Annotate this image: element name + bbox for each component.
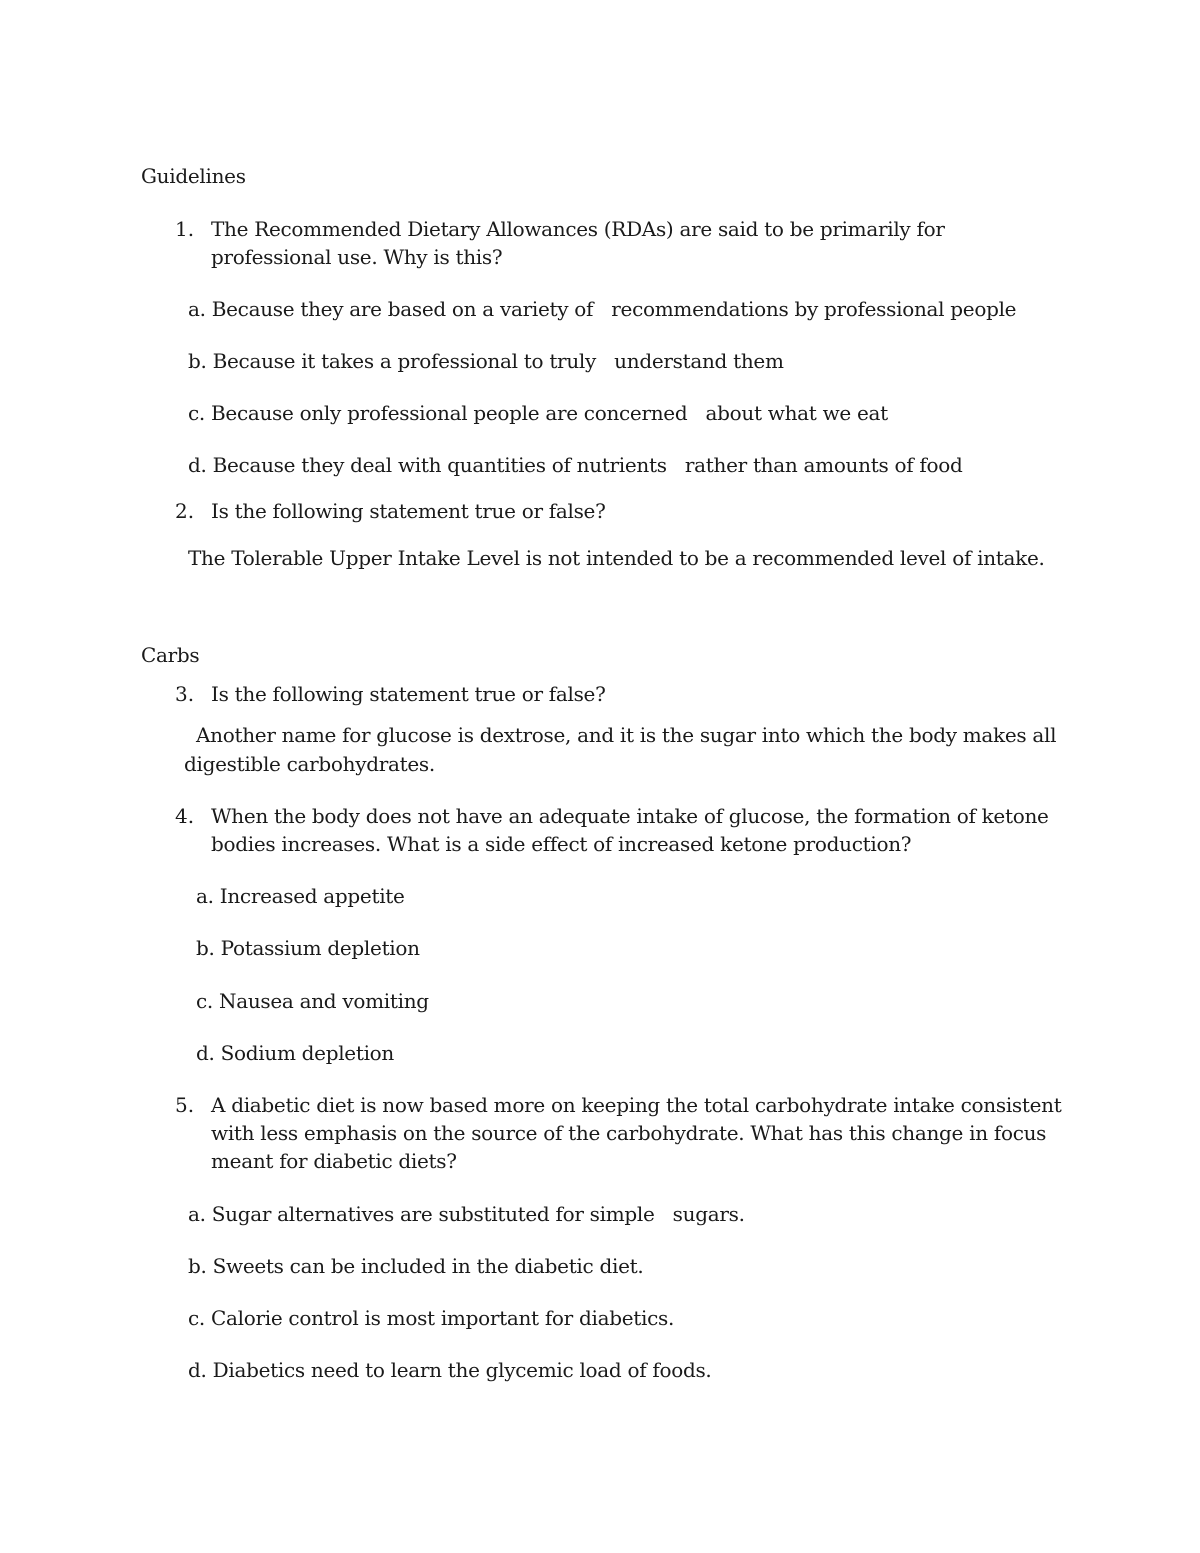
question-1-text-line-2: professional use. Why is this? (211, 245, 503, 269)
question-1-option-a: a. Because they are based on a variety of recommendations by professional people (188, 297, 1017, 321)
question-5-text-line-3: meant for diabetic diets? (211, 1149, 457, 1173)
question-3-text-line-1: Is the following statement true or false? (211, 682, 606, 706)
question-5-text-line-2: with less emphasis on the source of the carbohydrate. What has this change in focus (211, 1121, 1047, 1145)
question-number-2: 2. (175, 499, 195, 523)
question-number-5: 5. (175, 1093, 195, 1117)
question-1-option-b: b. Because it takes a professional to truly understand them (188, 349, 784, 373)
section-heading-guidelines: Guidelines (141, 164, 246, 188)
question-4-option-a: a. Increased appetite (196, 884, 405, 908)
question-1-text-line-1: The Recommended Dietary Allowances (RDAs) are said to be primarily for (211, 217, 945, 241)
question-3-statement-line-2: digestible carbohydrates. (184, 752, 435, 776)
question-5-text-line-1: A diabetic diet is now based more on keeping the total carbohydrate intake consistent (211, 1093, 1062, 1117)
question-5-option-c: c. Calorie control is most important for diabetics. (188, 1306, 675, 1330)
question-4-text-line-2: bodies increases. What is a side effect of increased ketone production? (211, 832, 912, 856)
question-5-option-a: a. Sugar alternatives are substituted for simple sugars. (188, 1202, 745, 1226)
question-1-option-d: d. Because they deal with quantities of nutrients rather than amounts of food (188, 453, 963, 477)
question-4-option-b: b. Potassium depletion (196, 936, 420, 960)
question-5-option-b: b. Sweets can be included in the diabetic diet. (188, 1254, 644, 1278)
question-4-text-line-1: When the body does not have an adequate intake of glucose, the formation of ketone (211, 804, 1049, 828)
question-4-option-c: c. Nausea and vomiting (196, 989, 429, 1013)
question-1-option-c: c. Because only professional people are concerned about what we eat (188, 401, 888, 425)
question-3-statement-line-1: Another name for glucose is dextrose, and it is the sugar into which the body makes all (196, 723, 1057, 747)
question-2-statement: The Tolerable Upper Intake Level is not intended to be a recommended level of intake. (188, 546, 1045, 570)
section-heading-carbs: Carbs (141, 643, 200, 667)
question-number-1: 1. (175, 217, 195, 241)
question-2-text-line-1: Is the following statement true or false? (211, 499, 606, 523)
question-4-option-d: d. Sodium depletion (196, 1041, 394, 1065)
question-number-4: 4. (175, 804, 195, 828)
question-number-3: 3. (175, 682, 195, 706)
question-5-option-d: d. Diabetics need to learn the glycemic load of foods. (188, 1358, 712, 1382)
